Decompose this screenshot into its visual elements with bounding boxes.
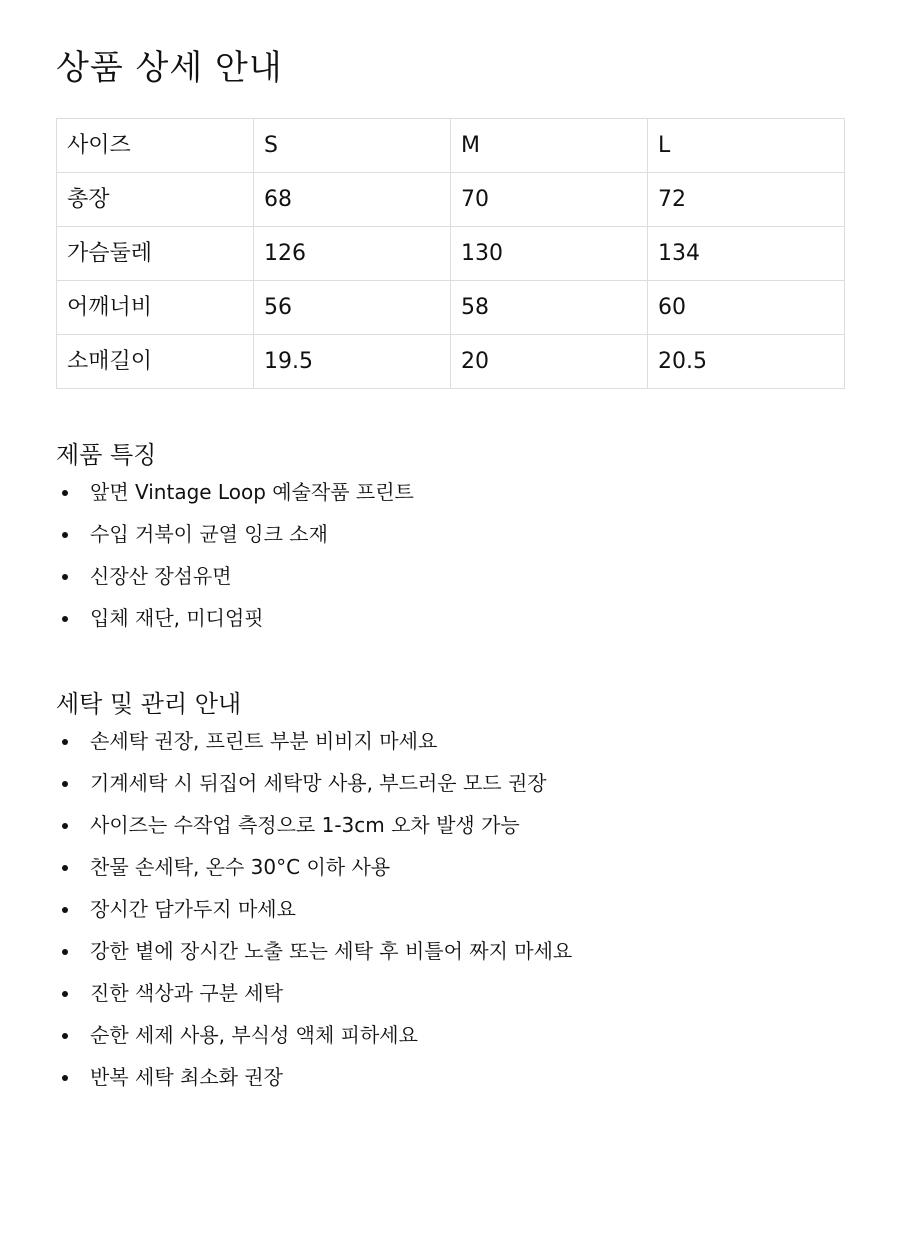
- bullet-icon: [62, 949, 68, 955]
- size-row-chest: [57, 227, 845, 281]
- features-list: [56, 476, 844, 644]
- care-item: [56, 893, 844, 935]
- size-cell: 56: [254, 281, 451, 335]
- bullet-icon: [62, 574, 68, 580]
- bullet-icon: [62, 823, 68, 829]
- care-title: 세탁 및 관리 안내: [56, 690, 242, 718]
- care-item: [56, 1019, 844, 1061]
- bullet-icon: [62, 490, 68, 496]
- bullet-icon: [62, 991, 68, 997]
- features-title: 제품 특징: [56, 441, 157, 469]
- feature-text: 수입 거북이 균열 잉크 소재: [90, 522, 328, 546]
- size-table-header-row: [57, 119, 845, 173]
- size-cell: 126: [254, 227, 451, 281]
- care-text: 손세탁 권장, 프린트 부분 비비지 마세요: [90, 729, 438, 753]
- care-item: [56, 851, 844, 893]
- care-text: 사이즈는 수작업 측정으로 1-3cm 오차 발생 가능: [90, 813, 520, 837]
- care-text: 찬물 손세탁, 온수 30°C 이하 사용: [90, 855, 391, 879]
- size-cell: 68: [254, 173, 451, 227]
- care-text: 순한 세제 사용, 부식성 액체 피하세요: [90, 1023, 418, 1047]
- bullet-icon: [62, 739, 68, 745]
- bullet-icon: [62, 616, 68, 622]
- bullet-icon: [62, 1033, 68, 1039]
- size-cell: 20: [451, 335, 648, 389]
- care-item: [56, 809, 844, 851]
- care-text: 진한 색상과 구분 세탁: [90, 981, 283, 1005]
- size-header-l: L: [648, 119, 845, 173]
- feature-item: [56, 602, 844, 644]
- care-item: [56, 977, 844, 1019]
- size-row-length: [57, 173, 845, 227]
- care-item: [56, 725, 844, 767]
- size-cell: 134: [648, 227, 845, 281]
- bullet-icon: [62, 865, 68, 871]
- bullet-icon: [62, 1075, 68, 1081]
- size-row-label: 총장: [57, 173, 254, 227]
- care-text: 강한 볕에 장시간 노출 또는 세탁 후 비틀어 짜지 마세요: [90, 939, 573, 963]
- care-item: [56, 1061, 844, 1103]
- size-header-s: S: [254, 119, 451, 173]
- size-cell: 70: [451, 173, 648, 227]
- feature-text: 입체 재단, 미디엄핏: [90, 606, 264, 630]
- size-cell: 20.5: [648, 335, 845, 389]
- size-cell: 58: [451, 281, 648, 335]
- bullet-icon: [62, 781, 68, 787]
- bullet-icon: [62, 532, 68, 538]
- care-item: [56, 935, 844, 977]
- feature-item: [56, 560, 844, 602]
- feature-item: [56, 476, 844, 518]
- size-cell: 19.5: [254, 335, 451, 389]
- page-title: 상품 상세 안내: [56, 48, 283, 88]
- care-item: [56, 767, 844, 809]
- feature-item: [56, 518, 844, 560]
- size-header-label: 사이즈: [57, 119, 254, 173]
- size-row-label: 어깨너비: [57, 281, 254, 335]
- size-cell: 60: [648, 281, 845, 335]
- size-cell: 72: [648, 173, 845, 227]
- size-cell: 130: [451, 227, 648, 281]
- care-text: 장시간 담가두지 마세요: [90, 897, 296, 921]
- size-row-sleeve: [57, 335, 845, 389]
- feature-text: 신장산 장섬유면: [90, 564, 232, 588]
- care-text: 기계세탁 시 뒤집어 세탁망 사용, 부드러운 모드 권장: [90, 771, 547, 795]
- care-list: [56, 725, 844, 1103]
- feature-text: 앞면 Vintage Loop 예술작품 프린트: [90, 480, 414, 504]
- size-header-m: M: [451, 119, 648, 173]
- product-detail-page: [56, 0, 844, 1103]
- size-row-shoulder: [57, 281, 845, 335]
- care-text: 반복 세탁 최소화 권장: [90, 1065, 283, 1089]
- size-row-label: 가슴둘레: [57, 227, 254, 281]
- bullet-icon: [62, 907, 68, 913]
- size-row-label: 소매길이: [57, 335, 254, 389]
- size-table: [56, 118, 845, 389]
